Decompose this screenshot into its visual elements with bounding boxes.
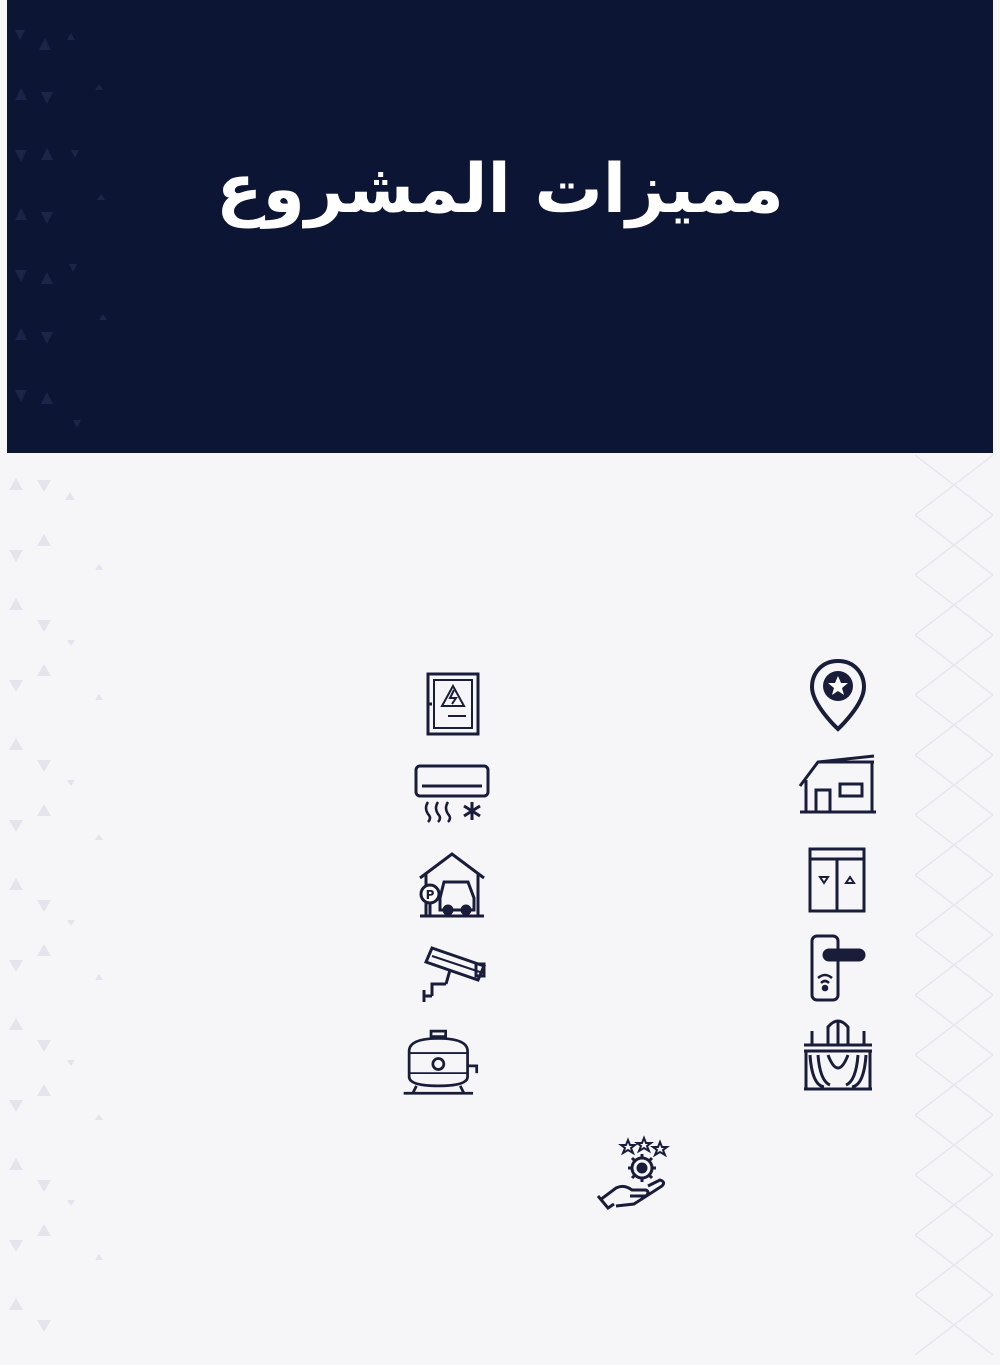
ornate-balcony-icon — [796, 1015, 880, 1099]
svg-text:P: P — [425, 888, 435, 902]
security-camera-icon — [412, 934, 496, 1018]
page-title: مميزات المشروع — [216, 150, 784, 229]
smart-door-handle-icon — [796, 932, 880, 1016]
location-star-icon — [796, 655, 880, 739]
water-tank-icon — [400, 1022, 484, 1106]
air-conditioner-icon — [410, 756, 494, 840]
elevator-icon — [796, 845, 880, 929]
right-diamond-pattern — [915, 455, 993, 1355]
header-banner — [7, 0, 993, 453]
private-parking-icon — [412, 846, 496, 930]
electric-meter-icon — [412, 664, 496, 748]
after-sales-service-icon — [594, 1134, 678, 1218]
left-triangle-pattern — [7, 470, 117, 1350]
house-icon — [796, 750, 880, 834]
